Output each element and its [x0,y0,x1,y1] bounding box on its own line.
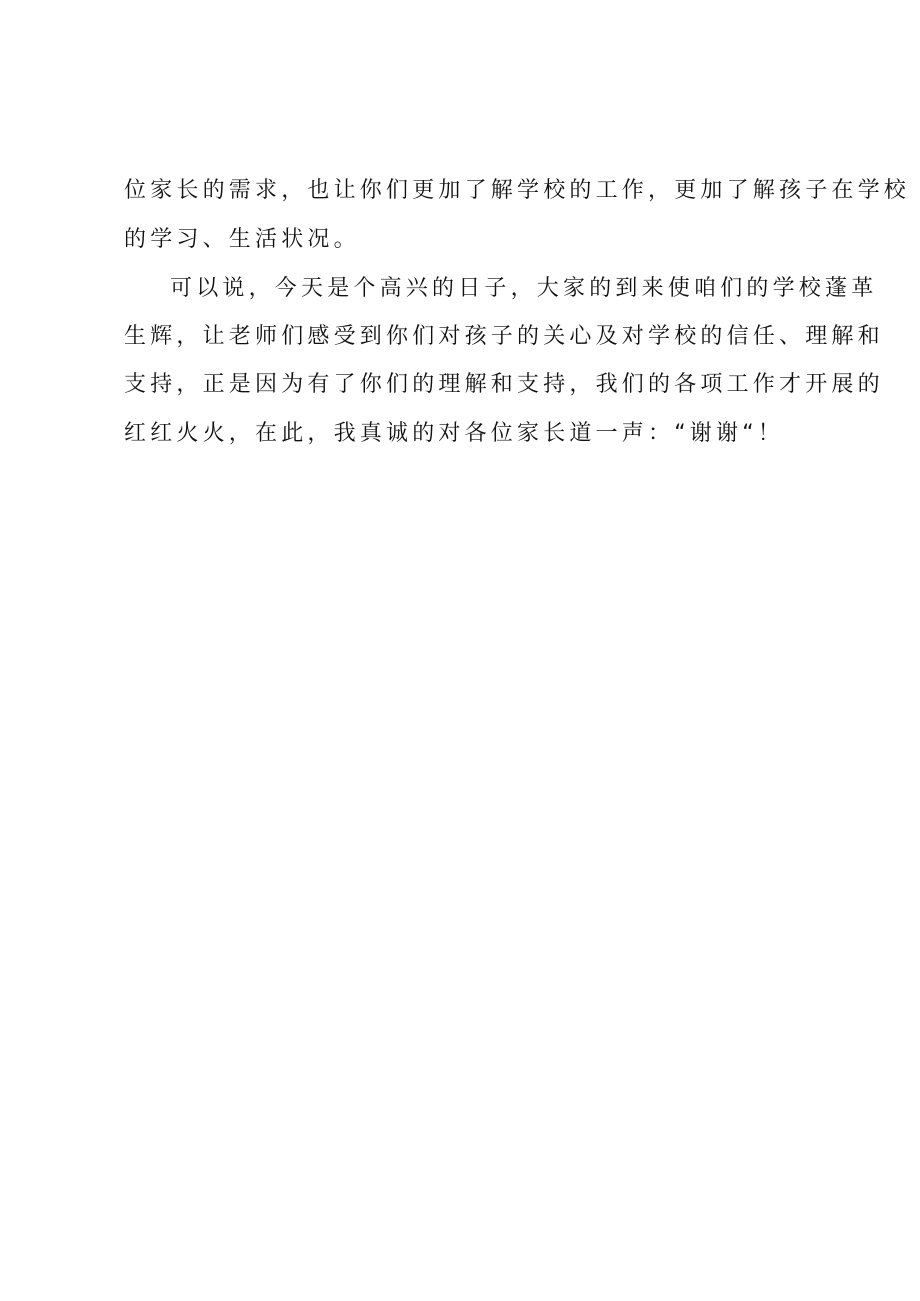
paragraph-2-line-3: 支持，正是因为有了你们的理解和支持，我们的各项工作才开展的 [124,372,884,397]
paragraph-2-line-4: 红红火火，在此，我真诚的对各位家长道一声：“谢谢“！ [124,421,784,446]
paragraph-2-line-1: 可以说，今天是个高兴的日子，大家的到来使咱们的学校蓬革 [170,276,878,301]
paragraph-2-line-2: 生辉，让老师们感受到你们对孩子的关心及对学校的信任、理解和 [124,324,884,349]
paragraph-1-line-1: 位家长的需求，也让你们更加了解学校的工作，更加了解孩子在学校 [124,178,911,203]
paragraph-1-line-2: 的学习、生活状况。 [124,227,360,252]
